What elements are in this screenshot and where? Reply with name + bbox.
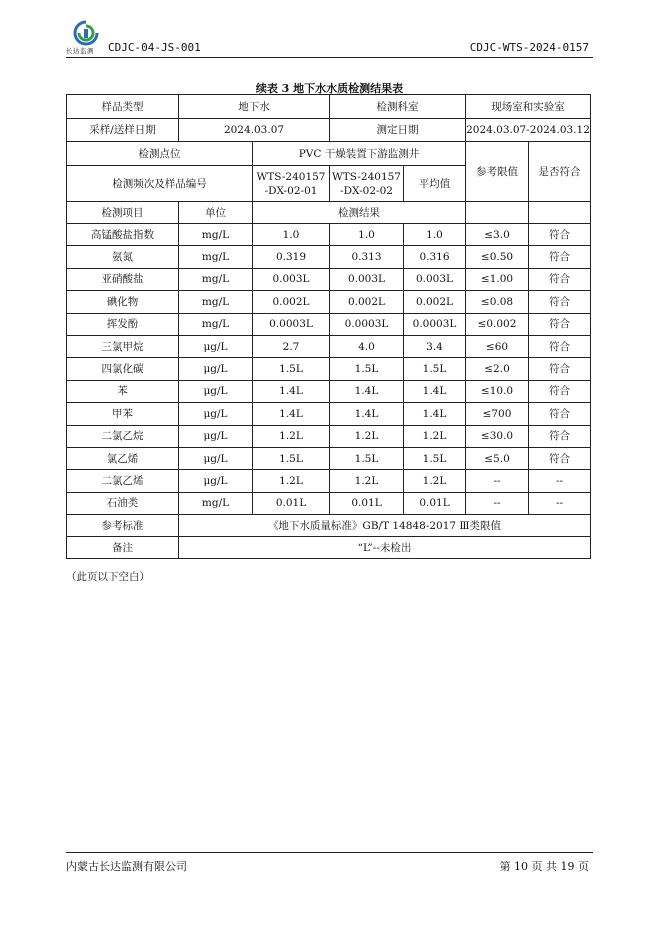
- unit-cell: μg/L: [179, 447, 253, 469]
- limit-cell: ≤30.0: [466, 425, 529, 447]
- limit-cell: ≤0.50: [466, 246, 529, 268]
- average-cell: 1.2L: [404, 425, 466, 447]
- page-blank-note: （此页以下空白）: [66, 571, 150, 583]
- table-row: [67, 403, 591, 425]
- average-cell: 1.4L: [404, 403, 466, 425]
- item-cell: 甲苯: [67, 403, 179, 425]
- result-1-cell: 1.2L: [253, 425, 330, 447]
- unit-header: 单位: [179, 202, 253, 224]
- result-1-cell: 1.4L: [253, 403, 330, 425]
- result-1-cell: 1.5L: [253, 447, 330, 469]
- table-row: [67, 268, 591, 290]
- footer-divider: [66, 852, 593, 853]
- info-row: [67, 119, 591, 142]
- unit-cell: mg/L: [179, 492, 253, 514]
- average-cell: 0.003L: [404, 268, 466, 290]
- report-number: CDJC-WTS-2024-0157: [469, 41, 589, 54]
- conform-cell: 符合: [529, 447, 591, 469]
- conform-cell: 符合: [529, 291, 591, 313]
- result-2-cell: 4.0: [330, 335, 404, 357]
- result-2-cell: 0.313: [330, 246, 404, 268]
- conform-blank: [529, 202, 591, 224]
- result-2-cell: 0.002L: [330, 291, 404, 313]
- table-row: [67, 358, 591, 380]
- result-1-cell: 0.003L: [253, 268, 330, 290]
- average-cell: 1.5L: [404, 447, 466, 469]
- result-2-cell: 1.4L: [330, 380, 404, 402]
- sampling-date-value: 2024.03.07: [179, 119, 330, 142]
- average-cell: 1.4L: [404, 380, 466, 402]
- conform-cell: 符合: [529, 358, 591, 380]
- item-cell: 亚硝酸盐: [67, 268, 179, 290]
- result-1-cell: 1.2L: [253, 470, 330, 492]
- limit-cell: ≤1.00: [466, 268, 529, 290]
- point-label: 检测点位: [67, 142, 253, 166]
- item-cell: 氯乙烯: [67, 447, 179, 469]
- results-table: [66, 94, 591, 559]
- limit-cell: --: [466, 470, 529, 492]
- remark-row: [67, 537, 591, 559]
- limit-cell: ≤5.0: [466, 447, 529, 469]
- limit-cell: ≤0.002: [466, 313, 529, 335]
- result-2-cell: 0.0003L: [330, 313, 404, 335]
- item-cell: 苯: [67, 380, 179, 402]
- item-cell: 碘化物: [67, 291, 179, 313]
- sample-type-label: 样品类型: [67, 95, 179, 119]
- doc-code: CDJC-04-JS-001: [108, 41, 201, 54]
- average-cell: 1.0: [404, 224, 466, 246]
- limit-cell: ≤700: [466, 403, 529, 425]
- unit-cell: μg/L: [179, 425, 253, 447]
- test-date-label: 测定日期: [330, 119, 466, 142]
- average-header: 平均值: [404, 166, 466, 202]
- unit-cell: mg/L: [179, 268, 253, 290]
- ref-limit-blank: [466, 202, 529, 224]
- limit-cell: --: [466, 492, 529, 514]
- table-row: [67, 470, 591, 492]
- table-row: [67, 246, 591, 268]
- table-row: [67, 380, 591, 402]
- item-cell: 石油类: [67, 492, 179, 514]
- result-header: 检测结果: [253, 202, 466, 224]
- result-1-cell: 2.7: [253, 335, 330, 357]
- result-2-cell: 1.5L: [330, 447, 404, 469]
- conform-cell: 符合: [529, 403, 591, 425]
- result-2-cell: 1.2L: [330, 470, 404, 492]
- company-logo-icon: [70, 20, 102, 46]
- point-value: PVC 干燥装置下游监测井: [253, 142, 466, 166]
- unit-cell: μg/L: [179, 470, 253, 492]
- page-number: 第 10 页 共 19 页: [499, 860, 589, 873]
- info-row: [67, 95, 591, 119]
- result-2-cell: 0.01L: [330, 492, 404, 514]
- average-cell: 1.2L: [404, 470, 466, 492]
- item-cell: 四氯化碳: [67, 358, 179, 380]
- head-row: [67, 202, 591, 224]
- conform-cell: --: [529, 492, 591, 514]
- unit-cell: μg/L: [179, 403, 253, 425]
- ref-limit-header: 参考限值: [466, 142, 529, 202]
- average-cell: 1.5L: [404, 358, 466, 380]
- test-date-value: 2024.03.07-2024.03.12: [466, 119, 591, 142]
- unit-cell: μg/L: [179, 380, 253, 402]
- average-cell: 0.002L: [404, 291, 466, 313]
- result-1-cell: 1.4L: [253, 380, 330, 402]
- conform-cell: 符合: [529, 246, 591, 268]
- unit-cell: mg/L: [179, 246, 253, 268]
- header-divider: [66, 57, 593, 58]
- table-row: [67, 313, 591, 335]
- sample-id-2: WTS-240157 -DX-02-02: [330, 166, 404, 202]
- sample-id-1: WTS-240157 -DX-02-01: [253, 166, 330, 202]
- limit-cell: ≤2.0: [466, 358, 529, 380]
- result-1-cell: 1.0: [253, 224, 330, 246]
- average-cell: 0.0003L: [404, 313, 466, 335]
- item-cell: 氨氮: [67, 246, 179, 268]
- item-cell: 二氯乙烯: [67, 470, 179, 492]
- result-1-cell: 0.319: [253, 246, 330, 268]
- table-row: [67, 291, 591, 313]
- limit-cell: ≤3.0: [466, 224, 529, 246]
- limit-cell: ≤0.08: [466, 291, 529, 313]
- result-1-cell: 0.01L: [253, 492, 330, 514]
- standard-label: 参考标准: [67, 515, 179, 537]
- result-2-cell: 1.5L: [330, 358, 404, 380]
- conform-cell: 符合: [529, 335, 591, 357]
- conform-cell: 符合: [529, 425, 591, 447]
- sampling-date-label: 采样/送样日期: [67, 119, 179, 142]
- table-row: [67, 492, 591, 514]
- limit-cell: ≤60: [466, 335, 529, 357]
- conform-cell: 符合: [529, 224, 591, 246]
- lab-label: 检测科室: [330, 95, 466, 119]
- result-2-cell: 1.0: [330, 224, 404, 246]
- table-caption: 续表 3 地下水水质检测结果表: [255, 82, 404, 95]
- item-cell: 三氯甲烷: [67, 335, 179, 357]
- table-row: [67, 224, 591, 246]
- unit-cell: mg/L: [179, 313, 253, 335]
- unit-cell: mg/L: [179, 291, 253, 313]
- limit-cell: ≤10.0: [466, 380, 529, 402]
- item-cell: 高锰酸盐指数: [67, 224, 179, 246]
- result-2-cell: 1.2L: [330, 425, 404, 447]
- result-1-cell: 0.002L: [253, 291, 330, 313]
- item-header: 检测项目: [67, 202, 179, 224]
- lab-value: 现场室和实验室: [466, 95, 591, 119]
- table-row: [67, 335, 591, 357]
- average-cell: 0.01L: [404, 492, 466, 514]
- standard-row: [67, 515, 591, 537]
- head-row: [67, 142, 591, 166]
- remark-value: “L”--未检出: [179, 537, 591, 559]
- unit-cell: μg/L: [179, 358, 253, 380]
- average-cell: 3.4: [404, 335, 466, 357]
- item-cell: 挥发酚: [67, 313, 179, 335]
- table-row: [67, 447, 591, 469]
- conform-cell: 符合: [529, 313, 591, 335]
- remark-label: 备注: [67, 537, 179, 559]
- result-1-cell: 0.0003L: [253, 313, 330, 335]
- sample-type-value: 地下水: [179, 95, 330, 119]
- result-2-cell: 0.003L: [330, 268, 404, 290]
- company-name: 内蒙古长达监测有限公司: [66, 860, 187, 873]
- table-row: [67, 425, 591, 447]
- item-cell: 二氯乙烷: [67, 425, 179, 447]
- average-cell: 0.316: [404, 246, 466, 268]
- conform-cell: 符合: [529, 380, 591, 402]
- conform-header: 是否符合: [529, 142, 591, 202]
- conform-cell: 符合: [529, 268, 591, 290]
- unit-cell: mg/L: [179, 224, 253, 246]
- unit-cell: μg/L: [179, 335, 253, 357]
- logo-text: 长达监测: [66, 47, 94, 55]
- conform-cell: --: [529, 470, 591, 492]
- result-2-cell: 1.4L: [330, 403, 404, 425]
- freq-label: 检测频次及样品编号: [67, 166, 253, 202]
- standard-value: 《地下水质量标准》GB/T 14848-2017 Ⅲ类限值: [179, 515, 591, 537]
- result-1-cell: 1.5L: [253, 358, 330, 380]
